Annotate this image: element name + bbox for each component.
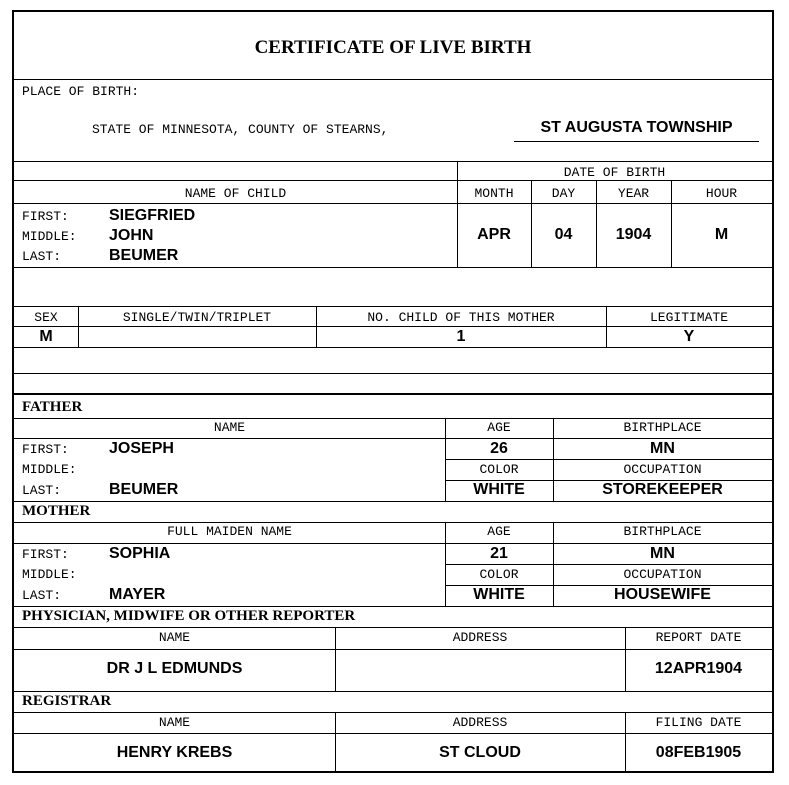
mother-birthplace-value: MN: [650, 545, 675, 562]
divider: [14, 393, 772, 395]
father-color-value: WHITE: [473, 481, 525, 498]
child-number-label: NO. CHILD OF THIS MOTHER: [367, 310, 555, 325]
report-date-value: 12APR1904: [654, 660, 743, 677]
mother-first-label: FIRST:: [22, 547, 69, 562]
filing-date-label: FILING DATE: [655, 715, 742, 730]
father-middle-label: MIDDLE:: [22, 462, 77, 477]
filing-date-value: 08FEB1905: [655, 744, 742, 761]
birth-month-value: APR: [477, 226, 511, 243]
mother-birthplace-label: BIRTHPLACE: [623, 524, 702, 539]
divider: [14, 627, 772, 628]
registrar-name-value: HENRY KREBS: [116, 744, 233, 761]
mother-first-name: SOPHIA: [109, 545, 171, 562]
father-age-label: AGE: [487, 420, 511, 435]
divider: [445, 459, 772, 460]
month-header: MONTH: [474, 186, 514, 201]
child-last-name: BEUMER: [109, 247, 179, 264]
divider: [531, 180, 532, 267]
sex-value: M: [39, 328, 53, 345]
father-color-label: COLOR: [479, 462, 519, 477]
registrar-address-label: ADDRESS: [452, 715, 508, 730]
divider: [14, 501, 772, 502]
mother-age-label: AGE: [487, 524, 511, 539]
divider: [14, 79, 772, 80]
divider: [14, 267, 772, 268]
divider: [14, 161, 772, 162]
birth-certificate-form: [12, 10, 774, 773]
hour-header: HOUR: [705, 186, 738, 201]
sex-label: SEX: [34, 310, 58, 325]
birth-year-value: 1904: [615, 226, 652, 243]
physician-address-label: ADDRESS: [452, 630, 508, 645]
legitimate-label: LEGITIMATE: [649, 310, 728, 325]
mother-name-header: FULL MAIDEN NAME: [167, 524, 292, 539]
day-header: DAY: [551, 186, 576, 201]
divider: [14, 606, 772, 607]
registrar-address-value: ST CLOUD: [439, 744, 521, 761]
mother-middle-label: MIDDLE:: [22, 567, 77, 582]
father-first-label: FIRST:: [22, 442, 69, 457]
plurality-label: SINGLE/TWIN/TRIPLET: [122, 310, 272, 325]
birth-hour-value: M: [714, 226, 729, 243]
father-occupation-value: STOREKEEPER: [602, 481, 723, 498]
physician-name-value: DR J L EDMUNDS: [106, 660, 243, 677]
mother-section-title: MOTHER: [22, 503, 91, 519]
child-last-label: LAST:: [22, 249, 62, 264]
father-last-label: LAST:: [22, 483, 62, 498]
registrar-name-label: NAME: [158, 715, 191, 730]
state-county-text: STATE OF MINNESOTA, COUNTY OF STEARNS,: [92, 122, 389, 137]
township-underline: [514, 141, 759, 142]
child-middle-name: JOHN: [109, 227, 154, 244]
child-middle-label: MIDDLE:: [22, 229, 77, 244]
legitimate-value: Y: [683, 328, 695, 345]
divider: [445, 564, 772, 565]
date-of-birth-header: DATE OF BIRTH: [563, 165, 666, 180]
father-last-name: BEUMER: [109, 481, 179, 498]
mother-last-label: LAST:: [22, 588, 62, 603]
father-section-title: FATHER: [22, 399, 83, 415]
mother-last-name: MAYER: [109, 586, 166, 603]
father-occupation-label: OCCUPATION: [623, 462, 702, 477]
divider: [14, 438, 772, 439]
child-number-value: 1: [456, 328, 466, 345]
divider: [14, 347, 772, 348]
father-name-header: NAME: [213, 420, 246, 435]
divider: [14, 733, 772, 734]
report-date-label: REPORT DATE: [655, 630, 742, 645]
physician-section-title: PHYSICIAN, MIDWIFE OR OTHER REPORTER: [22, 608, 356, 624]
divider: [14, 522, 772, 523]
mother-occupation-label: OCCUPATION: [623, 567, 702, 582]
registrar-section-title: REGISTRAR: [22, 693, 112, 709]
divider: [14, 418, 772, 419]
divider: [14, 543, 772, 544]
divider: [596, 180, 597, 267]
divider: [14, 691, 772, 692]
mother-color-label: COLOR: [479, 567, 519, 582]
physician-name-label: NAME: [158, 630, 191, 645]
divider: [14, 203, 772, 204]
divider: [14, 306, 772, 307]
father-first-name: JOSEPH: [109, 440, 174, 457]
child-first-label: FIRST:: [22, 209, 69, 224]
divider: [14, 649, 772, 650]
father-birthplace-value: MN: [650, 440, 675, 457]
mother-color-value: WHITE: [473, 586, 525, 603]
mother-age-value: 21: [490, 545, 508, 562]
township-value: ST AUGUSTA TOWNSHIP: [540, 119, 733, 136]
father-age-value: 26: [490, 440, 508, 457]
year-header: YEAR: [617, 186, 650, 201]
child-first-name: SIEGFRIED: [109, 207, 196, 224]
divider: [14, 373, 772, 374]
birth-day-value: 04: [554, 226, 573, 243]
place-of-birth-label: PLACE OF BIRTH:: [22, 84, 140, 99]
divider: [14, 712, 772, 713]
divider: [457, 180, 772, 181]
divider: [14, 326, 772, 327]
mother-occupation-value: HOUSEWIFE: [614, 586, 711, 603]
name-of-child-header: NAME OF CHILD: [184, 186, 287, 201]
certificate-title: CERTIFICATE OF LIVE BIRTH: [254, 37, 532, 58]
father-birthplace-label: BIRTHPLACE: [623, 420, 702, 435]
divider: [671, 180, 672, 267]
